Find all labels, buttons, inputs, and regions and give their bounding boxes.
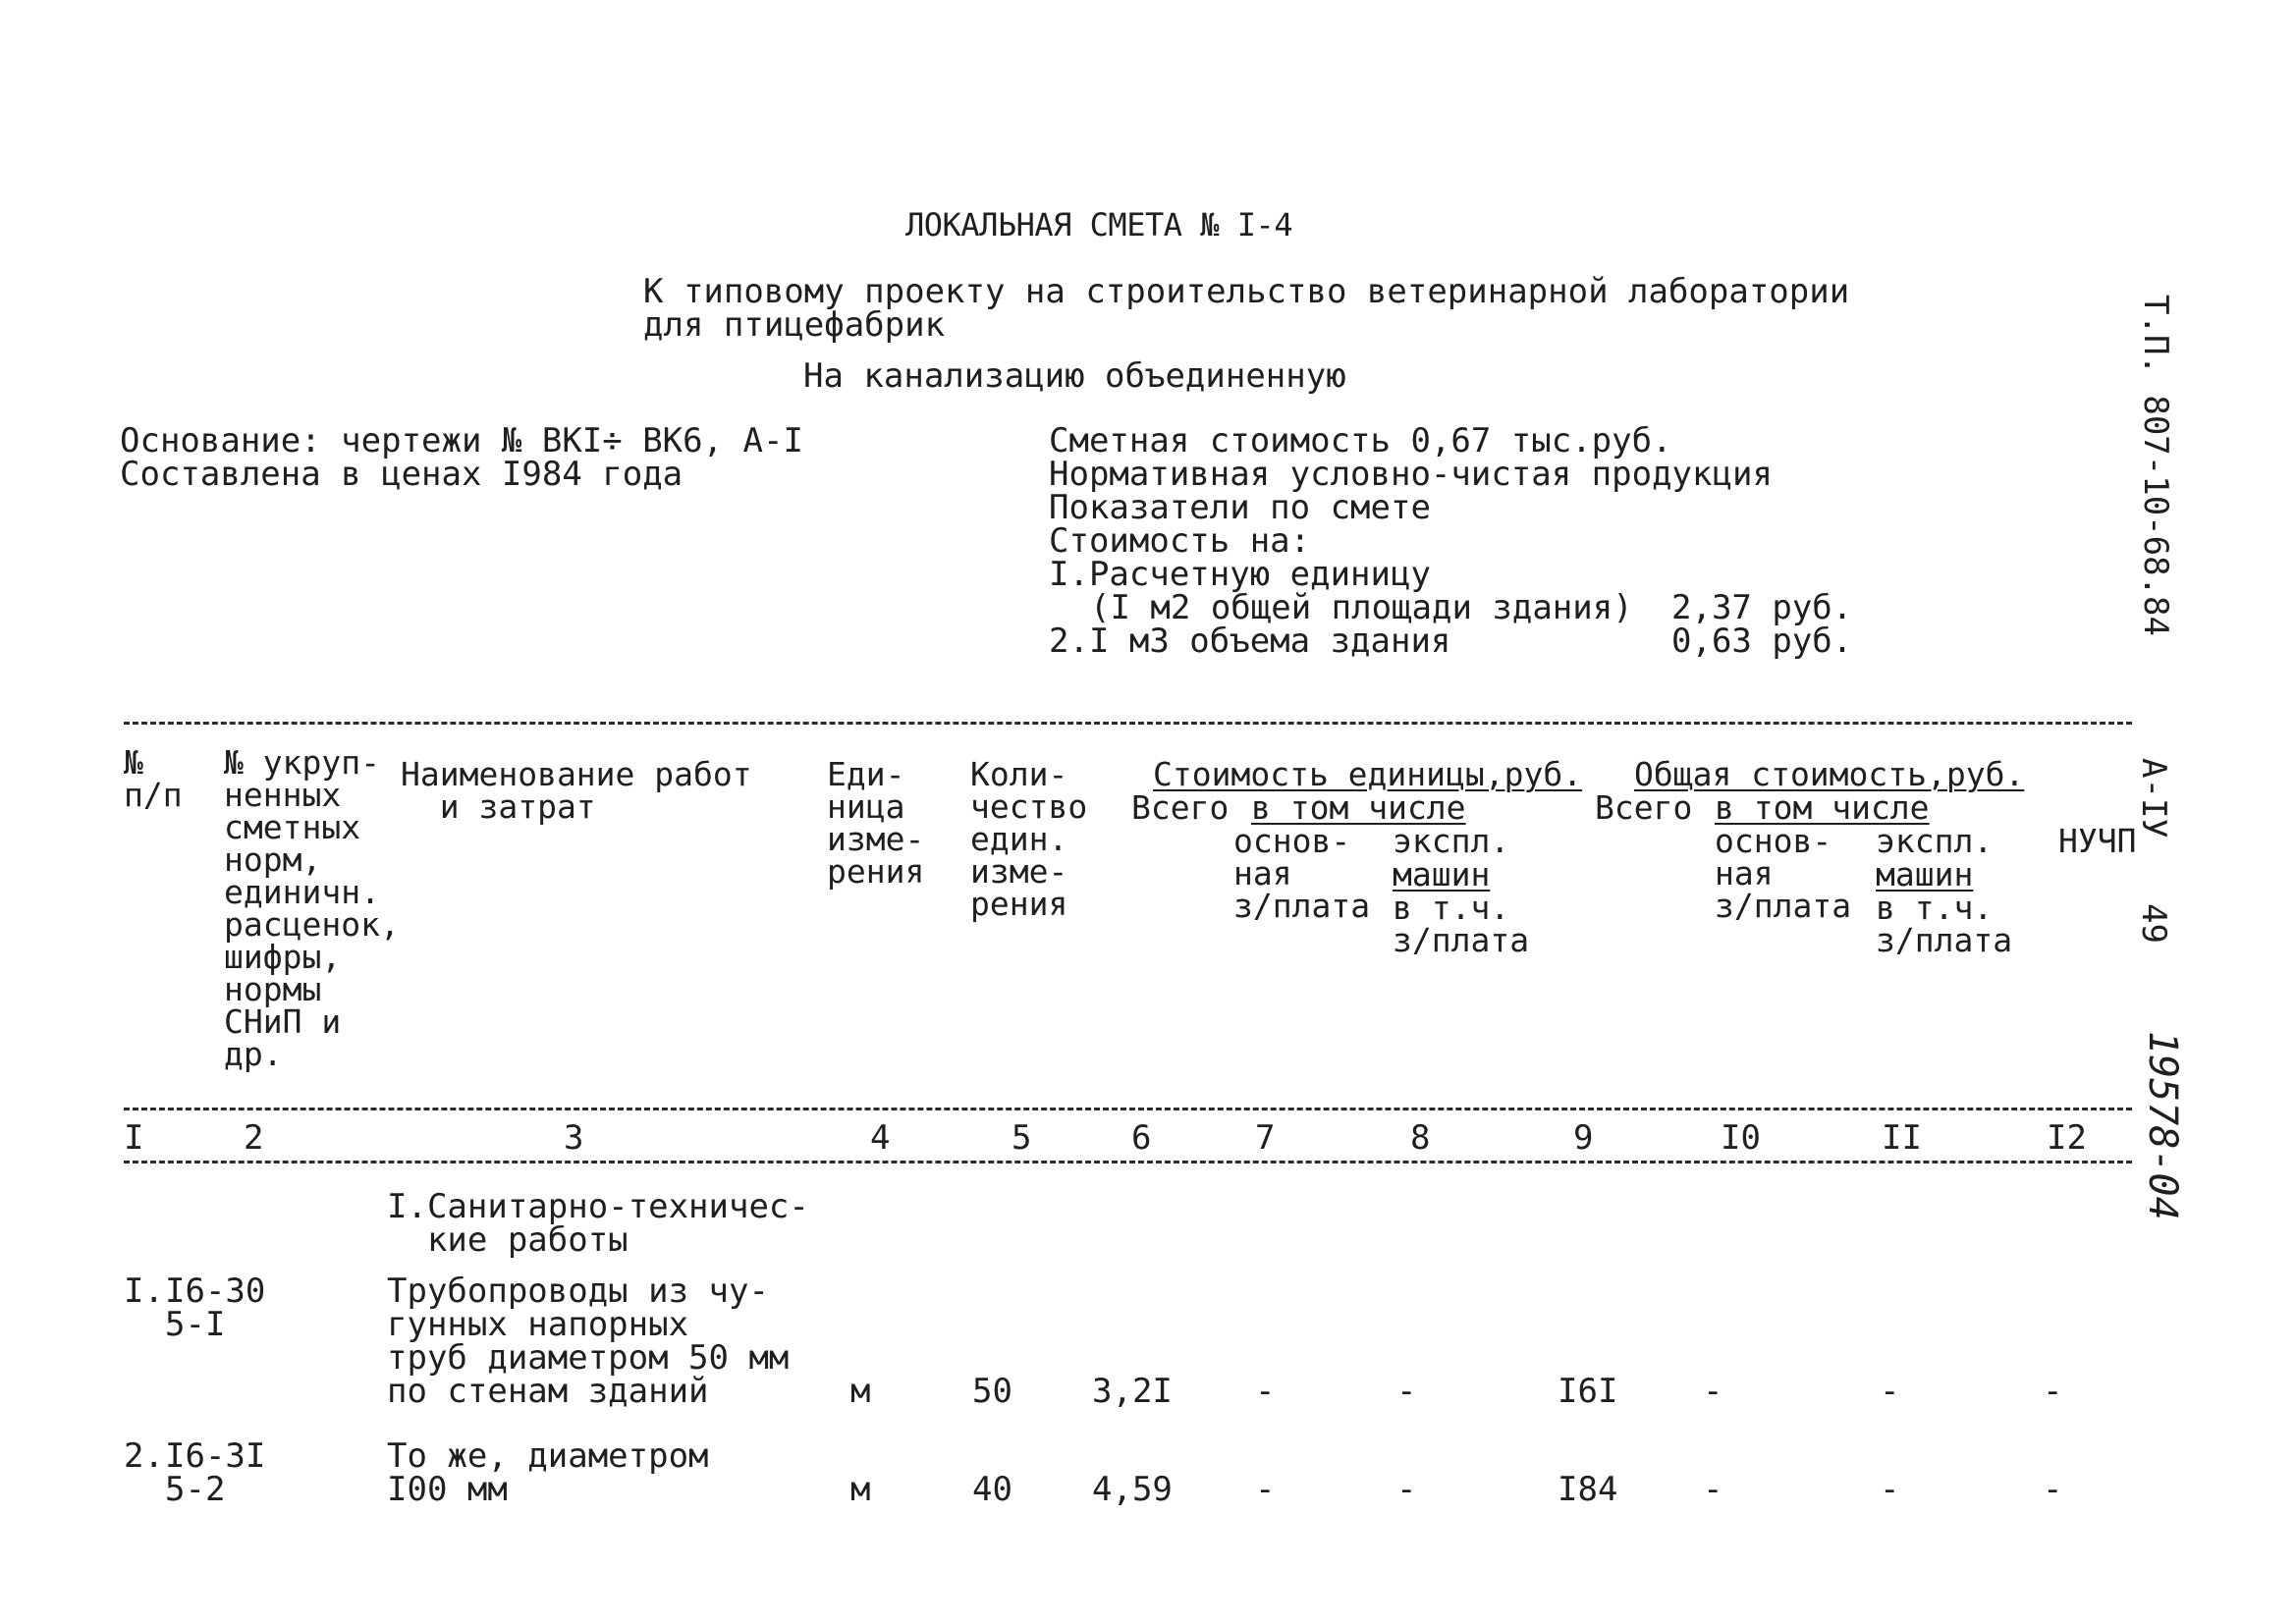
summary-unit2-value: 0,63 руб.: [1671, 622, 1853, 661]
summary-unit1-detail: (I м2 общей площади здания): [1090, 588, 1633, 627]
header-total-machine-3: в т.ч. з/плата: [1876, 889, 2013, 959]
header-total-cost-title: Общая стоимость,руб.: [1634, 755, 2025, 793]
side-handwritten-stamp: 19578-04: [2140, 1031, 2185, 1220]
document-subtitle-line2: для птицефабрик: [643, 305, 946, 345]
row-code: I6-3I 5-2: [165, 1436, 266, 1509]
header-col12: НУЧП: [2058, 822, 2137, 860]
row-name: То же, диаметром I00 мм: [387, 1436, 709, 1509]
header-unit-cost-title: Стоимость единицы,руб.: [1153, 755, 1583, 793]
row-nuchp: -: [2043, 1470, 2063, 1509]
column-number: 2: [244, 1118, 264, 1158]
header-col1: № п/п: [124, 743, 183, 814]
header-total-machine-2: машин: [1876, 855, 1974, 893]
summary-unit1-value: 2,37 руб.: [1671, 588, 1853, 627]
side-sheet-label: А-IУ: [2134, 758, 2173, 839]
document-subtitle-line1: К типовому проекту на строительство ветеринарной лаборатории: [643, 272, 1850, 311]
header-unit-total: Всего: [1131, 788, 1230, 827]
column-number: 4: [870, 1118, 891, 1158]
column-number: I2: [2047, 1118, 2087, 1158]
column-number: II: [1882, 1118, 1922, 1158]
column-number: 7: [1255, 1118, 1276, 1158]
summary-cost-for: Стоимость на:: [1049, 521, 1311, 561]
row-total-machine: -: [1880, 1372, 1900, 1411]
header-unit-machine-2: машин: [1393, 855, 1491, 893]
column-number: 5: [1011, 1118, 1032, 1158]
row-quantity: 50: [972, 1372, 1012, 1411]
row-unit-total: 3,2I: [1092, 1372, 1173, 1411]
table-header-bottom-rule: [124, 1108, 2132, 1110]
header-total-basic: основ- ная з/плата: [1715, 822, 1852, 925]
column-number: I: [124, 1118, 144, 1158]
row-total-basic: -: [1703, 1470, 1723, 1509]
column-number-rule: [124, 1161, 2132, 1163]
header-unit-machine-1: экспл.: [1393, 822, 1510, 860]
row-total-machine: -: [1880, 1470, 1900, 1509]
row-number: 2.: [124, 1436, 164, 1476]
row-unit-basic: -: [1255, 1372, 1276, 1411]
document-object: На канализацию объединенную: [803, 356, 1346, 396]
summary-indicators: Показатели по смете: [1049, 488, 1431, 527]
row-code: I6-30 5-I: [165, 1271, 266, 1344]
row-quantity: 40: [972, 1470, 1012, 1509]
document-title: ЛОКАЛЬНАЯ СМЕТА № I-4: [905, 206, 1293, 243]
row-unit-machine: -: [1396, 1372, 1417, 1411]
row-name: Трубопроводы из чу- гунных напорных труб диаметром 50 мм по стенам зданий: [387, 1271, 790, 1411]
summary-unit2-label: 2.I м3 объема здания: [1049, 622, 1451, 661]
row-total-basic: -: [1703, 1372, 1723, 1411]
column-number: 9: [1573, 1118, 1594, 1158]
summary-cost: Сметная стоимость 0,67 тыс.руб.: [1049, 421, 1672, 460]
row-unit: м: [850, 1372, 871, 1411]
row-total: I6I: [1558, 1372, 1618, 1411]
header-total-total: Всего: [1595, 788, 1693, 827]
header-col4: Еди- ница изме- рения: [827, 755, 925, 891]
row-unit-machine: -: [1396, 1470, 1417, 1509]
column-number: I0: [1721, 1118, 1761, 1158]
summary-unit1-label: I.Расчетную единицу: [1049, 555, 1431, 594]
header-col3: Наименование работ и затрат: [401, 755, 752, 826]
side-page-number: 49: [2134, 903, 2173, 944]
summary-normative: Нормативная условно-чистая продукция: [1049, 455, 1773, 494]
basis-line2: Составлена в ценах I984 года: [120, 455, 683, 494]
row-unit-basic: -: [1255, 1470, 1276, 1509]
side-project-code: Т.П. 807-10-68.84: [2136, 295, 2175, 636]
header-unit-machine-3: в т.ч. з/плата: [1393, 889, 1530, 959]
header-unit-basic: основ- ная з/плата: [1233, 822, 1371, 925]
column-number: 6: [1131, 1118, 1152, 1158]
column-number: 3: [564, 1118, 584, 1158]
header-unit-incl: в том числе: [1251, 788, 1466, 827]
basis-line1: Основание: чертежи № ВКI÷ ВК6, А-I: [120, 421, 803, 460]
row-unit: м: [850, 1470, 871, 1509]
table-top-rule: [124, 722, 2132, 725]
header-total-machine-1: экспл.: [1876, 822, 1994, 860]
row-total: I84: [1558, 1470, 1618, 1509]
header-col5: Коли- чество един. изме- рения: [970, 755, 1088, 923]
section-title: I.Санитарно-техничес- кие работы: [387, 1187, 809, 1260]
row-number: I.: [124, 1271, 164, 1311]
column-number: 8: [1410, 1118, 1431, 1158]
header-total-incl: в том числе: [1715, 788, 1930, 827]
row-unit-total: 4,59: [1092, 1470, 1173, 1509]
header-col2: № укруп- ненных сметных норм, единичн. расценок, шифры, нормы СНиП и др.: [224, 743, 400, 1073]
row-nuchp: -: [2043, 1372, 2063, 1411]
